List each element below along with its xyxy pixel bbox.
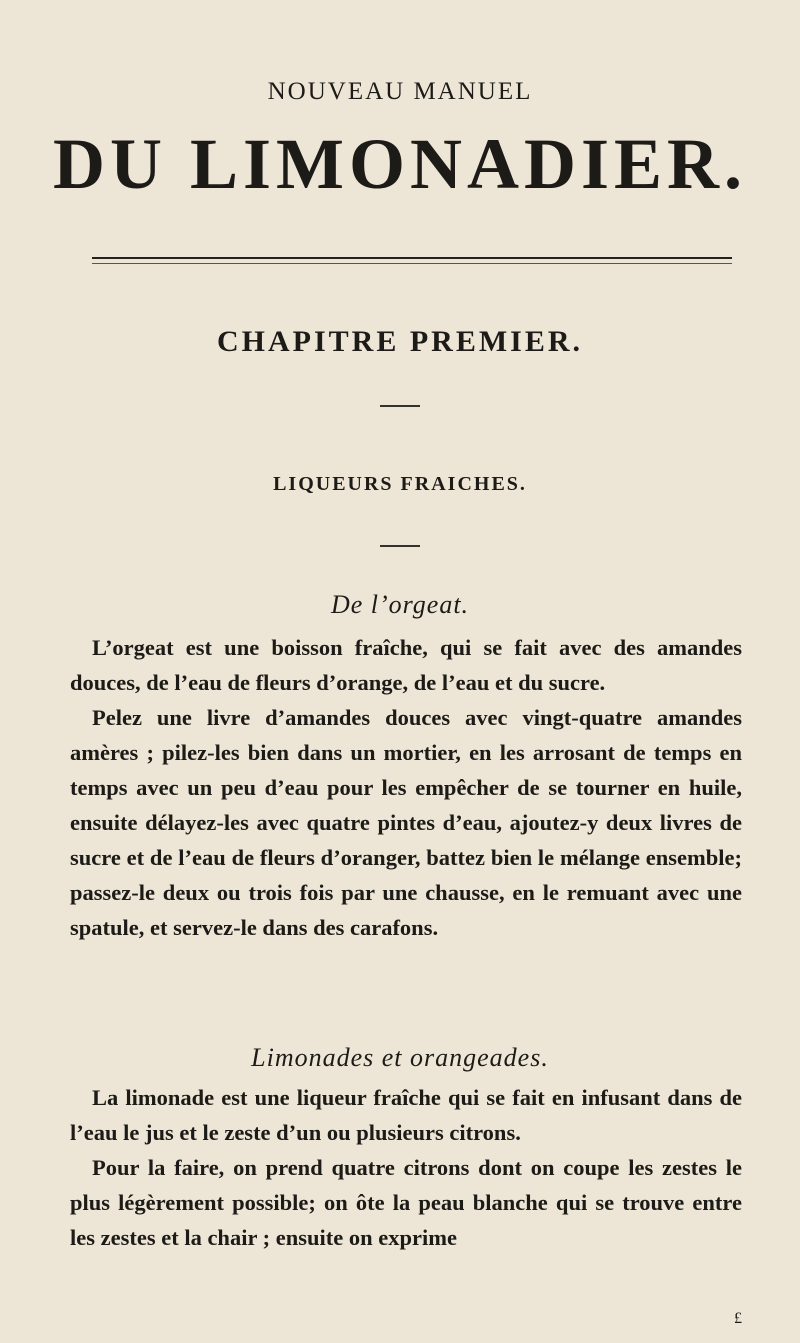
header-nouveau-manuel: NOUVEAU MANUEL [267, 78, 533, 105]
short-rule-divider [380, 405, 420, 407]
paragraph: Pelez une livre d’amandes douces avec vingt-quatre amandes amères ; pilez-les bien dans un mortier, en les arrosant de temps en temps avec un peu d’eau pour les empêcher de se tourner en huile, ensuite délayez-les avec quatre pintes d’eau, ajoutez-y deux livres de sucre et de l’eau de fleurs d’oranger, battez bien le mélange ensemble; passez-le deux ou trois fois par une chausse, en le remuant avec une spatule, et servez-le dans des carafons. [70, 705, 742, 940]
section-title-orgeat: De l’orgeat. [330, 590, 470, 619]
section-title-limonades: Limonades et orangeades. [251, 1043, 549, 1072]
paragraph: L’orgeat est une boisson fraîche, qui se fait avec des amandes douces, de l’eau de fleurs d’orange, de l’eau et du sucre. [70, 635, 742, 695]
header-du-limonadier: DU LIMONADIER. [52, 124, 748, 204]
limonades-text [70, 1080, 742, 1255]
short-rule-divider [380, 545, 420, 547]
orgeat-text [70, 630, 742, 945]
double-rule-divider [92, 257, 732, 264]
paragraph: La limonade est une liqueur fraîche qui se fait en infusant dans de l’eau le jus et le zeste d’un ou plusieurs citrons. [70, 1085, 742, 1145]
chapter-title: CHAPITRE PREMIER. [216, 325, 583, 358]
section-subtitle: LIQUEURS FRAICHES. [273, 473, 527, 495]
signature-mark: £ [734, 1310, 742, 1327]
paragraph: Pour la faire, on prend quatre citrons dont on coupe les zestes le plus légèrement possible; on ôte la peau blanche qui se trouve entre les zestes et la chair ; ensuite on exprime [70, 1155, 742, 1250]
